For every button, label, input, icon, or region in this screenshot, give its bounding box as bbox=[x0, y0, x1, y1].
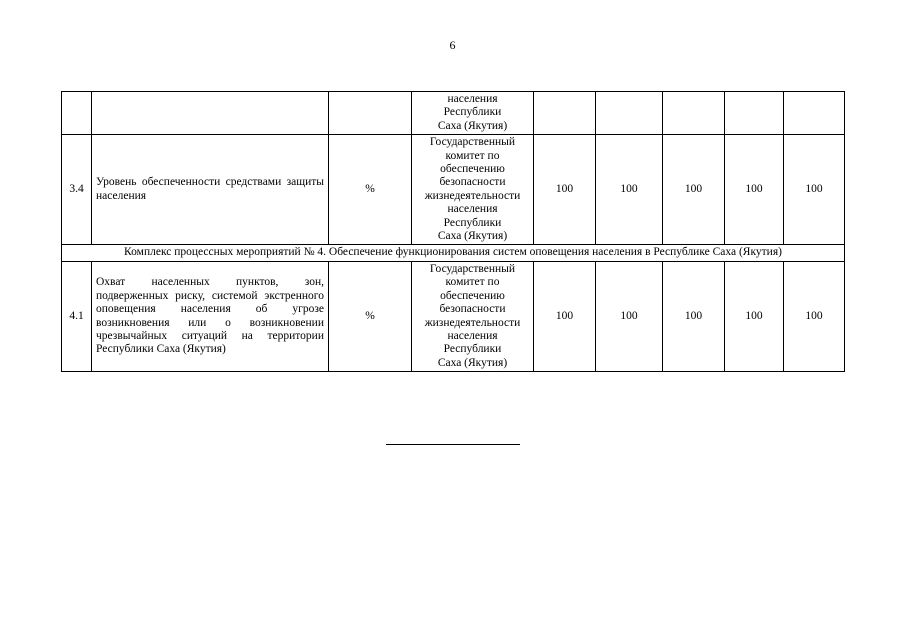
org-line: населения bbox=[447, 93, 498, 105]
value-cell bbox=[725, 92, 784, 135]
value-cell: 100 bbox=[534, 261, 596, 371]
value-cell bbox=[784, 92, 845, 135]
value-cell: 100 bbox=[596, 135, 663, 245]
org-line: жизнедеятельности bbox=[424, 189, 521, 202]
value-cell bbox=[596, 92, 663, 135]
value-cell bbox=[534, 92, 596, 135]
value-cell: 100 bbox=[596, 261, 663, 371]
org-line: Республики bbox=[443, 216, 502, 229]
org-line: Саха (Якутия) bbox=[437, 356, 508, 369]
org-line: обеспечению bbox=[440, 163, 505, 176]
page-number: 6 bbox=[449, 38, 456, 52]
value-cell: 100 bbox=[725, 261, 784, 371]
value-cell bbox=[663, 92, 725, 135]
org-line: жизнедеятельности bbox=[424, 316, 521, 329]
indicator-name-cell: Охват населенных пунктов, зон, подверженных риску, системой экстренного оповещения населения об угрозе возникновения или о возникновении чрезвычайных ситуаций на территории Республики Саха (Якутия) bbox=[92, 261, 329, 371]
table-row bbox=[62, 135, 845, 245]
table-row bbox=[62, 261, 845, 371]
org-line: Государственный bbox=[429, 262, 516, 275]
org-line: Саха (Якутия) bbox=[437, 119, 508, 132]
org-line: комитет по bbox=[445, 149, 500, 162]
unit-cell: % bbox=[329, 135, 412, 245]
org-line: населения bbox=[447, 203, 498, 216]
footer-divider bbox=[386, 444, 520, 445]
value-cell: 100 bbox=[784, 261, 845, 371]
responsible-org-cell bbox=[412, 92, 534, 135]
org-line: безопасности bbox=[439, 303, 506, 316]
org-line: безопасности bbox=[439, 176, 506, 189]
responsible-org-cell bbox=[412, 135, 534, 245]
table-row-continuation bbox=[62, 92, 845, 135]
indicator-name-cell: Уровень обеспеченности средствами защиты населения bbox=[92, 135, 329, 245]
org-line: Республики bbox=[443, 343, 502, 356]
org-line: Республики bbox=[443, 106, 502, 119]
value-cell: 100 bbox=[725, 135, 784, 245]
section-header: Комплекс процессных мероприятий № 4. Обеспечение функционирования систем оповещения населения в Республике Саха (Якутия) bbox=[62, 245, 845, 261]
value-cell: 100 bbox=[663, 135, 725, 245]
row-number-cell: 3.4 bbox=[62, 135, 92, 245]
org-line: населения bbox=[447, 329, 498, 342]
value-cell: 100 bbox=[663, 261, 725, 371]
row-number-cell bbox=[62, 92, 92, 135]
unit-cell bbox=[329, 92, 412, 135]
section-header-row bbox=[62, 245, 845, 261]
org-line: обеспечению bbox=[440, 289, 505, 302]
indicators-table bbox=[61, 91, 845, 372]
value-cell: 100 bbox=[534, 135, 596, 245]
row-number-cell: 4.1 bbox=[62, 261, 92, 371]
responsible-org-cell bbox=[412, 261, 534, 371]
org-line: Государственный bbox=[429, 136, 516, 149]
org-line: Саха (Якутия) bbox=[437, 230, 508, 243]
unit-cell: % bbox=[329, 261, 412, 371]
value-cell: 100 bbox=[784, 135, 845, 245]
org-line: комитет по bbox=[445, 276, 500, 289]
indicator-name-cell bbox=[92, 92, 329, 135]
